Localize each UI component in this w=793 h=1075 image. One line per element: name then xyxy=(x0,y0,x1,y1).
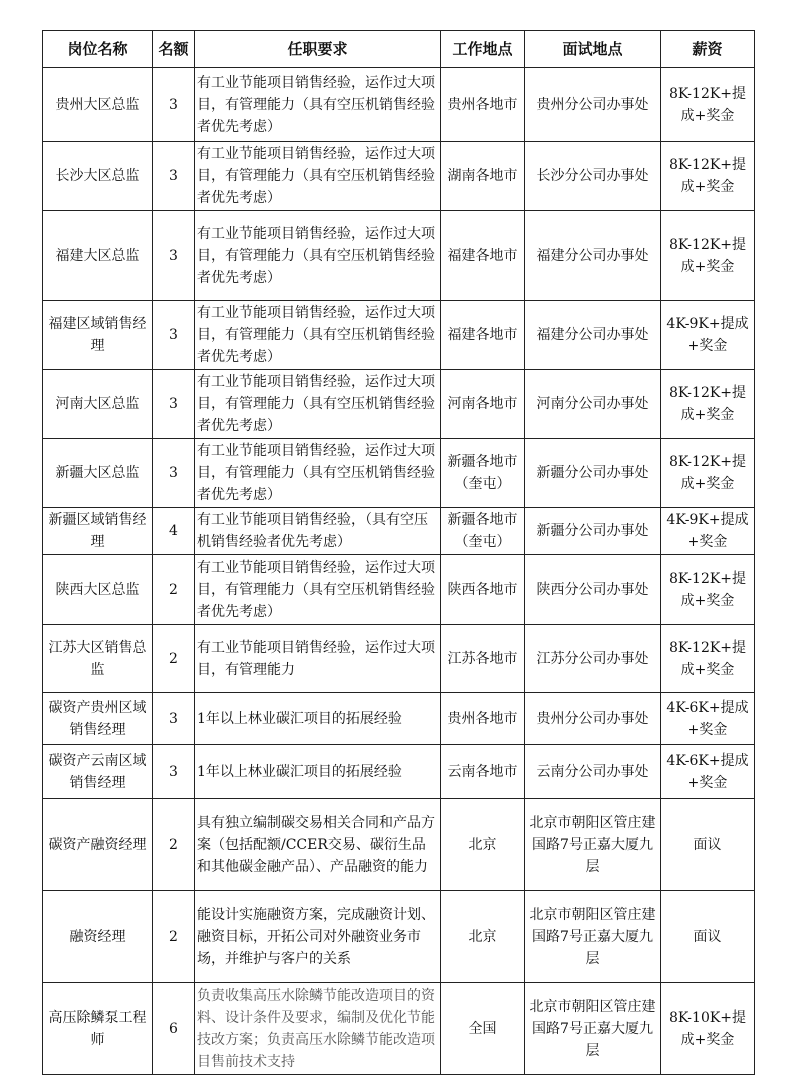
cell-quota: 2 xyxy=(153,891,195,983)
cell-work-location: 贵州各地市 xyxy=(441,68,525,142)
cell-interview-location: 贵州分公司办事处 xyxy=(525,693,661,745)
cell-requirements: 能设计实施融资方案，完成融资计划、融资目标，开拓公司对外融资业务市场，并维护与客户的关系 xyxy=(195,891,441,983)
cell-requirements: 有工业节能项目销售经验，（具有空压机销售经验者优先考虑） xyxy=(195,508,441,555)
header-interview-location: 面试地点 xyxy=(525,31,661,68)
cell-position: 福建大区总监 xyxy=(43,211,153,301)
cell-requirements: 负责收集高压水除鳞节能改造项目的资料、设计条件及要求，编制及优化节能技改方案；负责高压水除鳞节能改造项目售前技术支持 xyxy=(195,983,441,1075)
cell-interview-location: 福建分公司办事处 xyxy=(525,301,661,370)
cell-salary: 4K-6K+提成+奖金 xyxy=(661,745,755,799)
table-row xyxy=(43,625,755,693)
table-row xyxy=(43,301,755,370)
cell-salary: 8K-12K+提成+奖金 xyxy=(661,142,755,211)
cell-position: 贵州大区总监 xyxy=(43,68,153,142)
cell-position: 江苏大区销售总监 xyxy=(43,625,153,693)
cell-salary: 8K-12K+提成+奖金 xyxy=(661,555,755,625)
cell-work-location: 湖南各地市 xyxy=(441,142,525,211)
cell-work-location: 新疆各地市（奎屯） xyxy=(441,439,525,508)
cell-interview-location: 长沙分公司办事处 xyxy=(525,142,661,211)
header-salary: 薪资 xyxy=(661,31,755,68)
cell-work-location: 云南各地市 xyxy=(441,745,525,799)
cell-interview-location: 北京市朝阳区管庄建国路7号正嘉大厦九层 xyxy=(525,983,661,1075)
cell-work-location: 北京 xyxy=(441,799,525,891)
cell-salary: 8K-12K+提成+奖金 xyxy=(661,370,755,439)
cell-salary: 8K-12K+提成+奖金 xyxy=(661,625,755,693)
cell-salary: 4K-9K+提成+奖金 xyxy=(661,301,755,370)
cell-quota: 6 xyxy=(153,983,195,1075)
cell-quota: 3 xyxy=(153,693,195,745)
cell-quota: 2 xyxy=(153,625,195,693)
job-table xyxy=(42,30,755,1075)
cell-salary: 面议 xyxy=(661,891,755,983)
cell-quota: 4 xyxy=(153,508,195,555)
table-row xyxy=(43,693,755,745)
cell-position: 碳资产贵州区域销售经理 xyxy=(43,693,153,745)
cell-salary: 8K-12K+提成+奖金 xyxy=(661,68,755,142)
table-row xyxy=(43,211,755,301)
cell-requirements: 有工业节能项目销售经验，运作过大项目，有管理能力（具有空压机销售经验者优先考虑） xyxy=(195,142,441,211)
header-quota: 名额 xyxy=(153,31,195,68)
cell-requirements: 1年以上林业碳汇项目的拓展经验 xyxy=(195,693,441,745)
cell-salary: 面议 xyxy=(661,799,755,891)
cell-requirements: 有工业节能项目销售经验，运作过大项目，有管理能力（具有空压机销售经验者优先考虑） xyxy=(195,439,441,508)
cell-position: 碳资产云南区域销售经理 xyxy=(43,745,153,799)
table-row xyxy=(43,891,755,983)
cell-requirements: 1年以上林业碳汇项目的拓展经验 xyxy=(195,745,441,799)
cell-requirements: 有工业节能项目销售经验，运作过大项目，有管理能力（具有空压机销售经验者优先考虑） xyxy=(195,211,441,301)
cell-position: 新疆大区总监 xyxy=(43,439,153,508)
cell-quota: 2 xyxy=(153,799,195,891)
table-row xyxy=(43,439,755,508)
cell-interview-location: 新疆分公司办事处 xyxy=(525,508,661,555)
cell-position: 新疆区域销售经理 xyxy=(43,508,153,555)
table-row xyxy=(43,370,755,439)
table-header-row xyxy=(43,31,755,68)
cell-work-location: 福建各地市 xyxy=(441,211,525,301)
cell-work-location: 北京 xyxy=(441,891,525,983)
cell-work-location: 全国 xyxy=(441,983,525,1075)
cell-position: 碳资产融资经理 xyxy=(43,799,153,891)
cell-requirements: 有工业节能项目销售经验，运作过大项目，有管理能力（具有空压机销售经验者优先考虑） xyxy=(195,370,441,439)
cell-interview-location: 江苏分公司办事处 xyxy=(525,625,661,693)
cell-work-location: 新疆各地市（奎屯） xyxy=(441,508,525,555)
cell-requirements: 有工业节能项目销售经验，运作过大项目，有管理能力（具有空压机销售经验者优先考虑） xyxy=(195,555,441,625)
cell-interview-location: 云南分公司办事处 xyxy=(525,745,661,799)
cell-quota: 3 xyxy=(153,142,195,211)
cell-salary: 4K-6K+提成+奖金 xyxy=(661,693,755,745)
cell-salary: 4K-9K+提成+奖金 xyxy=(661,508,755,555)
cell-salary: 8K-12K+提成+奖金 xyxy=(661,439,755,508)
cell-quota: 3 xyxy=(153,439,195,508)
cell-interview-location: 贵州分公司办事处 xyxy=(525,68,661,142)
cell-position: 陕西大区总监 xyxy=(43,555,153,625)
cell-interview-location: 北京市朝阳区管庄建国路7号正嘉大厦九层 xyxy=(525,799,661,891)
header-requirements: 任职要求 xyxy=(195,31,441,68)
cell-position: 河南大区总监 xyxy=(43,370,153,439)
table-row xyxy=(43,555,755,625)
cell-position: 高压除鳞泵工程师 xyxy=(43,983,153,1075)
cell-salary: 8K-12K+提成+奖金 xyxy=(661,211,755,301)
header-work-location: 工作地点 xyxy=(441,31,525,68)
cell-requirements: 有工业节能项目销售经验，运作过大项目，有管理能力（具有空压机销售经验者优先考虑） xyxy=(195,68,441,142)
cell-interview-location: 陕西分公司办事处 xyxy=(525,555,661,625)
cell-work-location: 福建各地市 xyxy=(441,301,525,370)
cell-quota: 3 xyxy=(153,68,195,142)
cell-interview-location: 新疆分公司办事处 xyxy=(525,439,661,508)
header-position: 岗位名称 xyxy=(43,31,153,68)
cell-requirements: 有工业节能项目销售经验，运作过大项目，有管理能力（具有空压机销售经验者优先考虑） xyxy=(195,301,441,370)
cell-quota: 3 xyxy=(153,301,195,370)
cell-work-location: 江苏各地市 xyxy=(441,625,525,693)
cell-quota: 2 xyxy=(153,555,195,625)
table-row xyxy=(43,745,755,799)
cell-quota: 3 xyxy=(153,211,195,301)
table-row xyxy=(43,799,755,891)
cell-position: 融资经理 xyxy=(43,891,153,983)
cell-position: 福建区域销售经理 xyxy=(43,301,153,370)
cell-interview-location: 福建分公司办事处 xyxy=(525,211,661,301)
table-row xyxy=(43,983,755,1075)
table-row xyxy=(43,508,755,555)
cell-requirements: 有工业节能项目销售经验，运作过大项目，有管理能力 xyxy=(195,625,441,693)
cell-work-location: 贵州各地市 xyxy=(441,693,525,745)
cell-salary: 8K-10K+提成+奖金 xyxy=(661,983,755,1075)
cell-requirements: 具有独立编制碳交易相关合同和产品方案（包括配额/CCER交易、碳衍生品和其他碳金融产品）、产品融资的能力 xyxy=(195,799,441,891)
cell-quota: 3 xyxy=(153,745,195,799)
cell-interview-location: 河南分公司办事处 xyxy=(525,370,661,439)
cell-quota: 3 xyxy=(153,370,195,439)
table-row xyxy=(43,142,755,211)
cell-position: 长沙大区总监 xyxy=(43,142,153,211)
cell-interview-location: 北京市朝阳区管庄建国路7号正嘉大厦九层 xyxy=(525,891,661,983)
cell-work-location: 陕西各地市 xyxy=(441,555,525,625)
table-row xyxy=(43,68,755,142)
cell-work-location: 河南各地市 xyxy=(441,370,525,439)
